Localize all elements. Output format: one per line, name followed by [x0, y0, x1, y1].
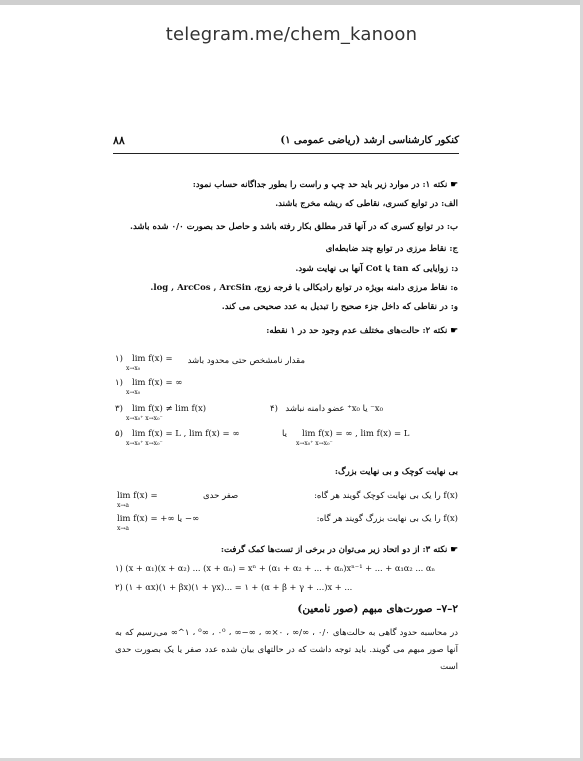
case2-math: lim f(x) = ∞: [132, 378, 183, 388]
case3-label: ۳): [115, 404, 123, 414]
note1-dal: د: زوایایی که tan یا Cot آنها بی نهایت شود.: [295, 264, 458, 274]
page-number: ۸۸: [113, 134, 125, 147]
note2-title: [266, 326, 458, 336]
small-value: صفر حدی: [203, 491, 239, 501]
page-title: کنکور کارشناسی ارشد (ریاضی عمومی ۱): [280, 135, 459, 146]
small-math: lim f(x) =: [117, 491, 158, 501]
infinity-title: بی نهایت کوچک و بی نهایت بزرگ:: [334, 467, 458, 477]
note1-be: ب: در توابع کسری که در آنها قدر مطلق بکار رفته باشد و حاصل حد بصورت ۰/۰ شده باشد.: [129, 222, 458, 232]
case5-sub1: x→x₀⁺ x→x₀⁻: [126, 440, 163, 447]
case4-label: ۴): [270, 404, 278, 414]
pointing-hand-icon: ☛: [447, 326, 458, 336]
pointing-hand-icon: ☛: [447, 180, 458, 190]
case3-sub: x→x₀⁺ x→x₀⁻: [126, 415, 163, 422]
case1-sub: x→x₀: [126, 365, 141, 372]
big-math: lim f(x) = +∞ یا −∞: [117, 514, 200, 524]
small-text: f(x) را یک بی نهایت کوچک گویند هر گاه:: [314, 491, 458, 501]
section-paragraph: در محاسبه حدود گاهی به حالت‌های ۰/۰ ، ∞/∞ ، ۰×∞ ، ∞−∞ ، ۰⁰ ، ∞⁰ ، ۱^∞ می‌رسیم که به آنها صور مبهم می گویند. باید توجه داشت که در حالتهای بیان شده عدد صفر یا یک بصورت حدی است: [115, 628, 459, 672]
case5-sub2: x→x₀⁺ x→x₀⁻: [296, 440, 333, 447]
top-border: [0, 0, 583, 5]
header-rule: [113, 153, 459, 154]
page-header: [113, 134, 459, 152]
case1-label: ۱): [115, 354, 123, 364]
note1-jim: ج: نقاط مرزی در توابع چند ضابطه‌ای: [325, 244, 458, 254]
small-sub: x→a: [117, 502, 129, 509]
case4-text: x₀⁻ یا x₀⁺ عضو دامنه نباشد: [285, 404, 383, 414]
case5-math1: lim f(x) = L , lim f(x) = ∞: [132, 429, 240, 439]
case3-math: lim f(x) ≠ lim f(x): [132, 404, 207, 414]
case5-or: یا: [282, 429, 287, 439]
note2-text: نکته ۲: حالت‌های مختلف عدم وجود حد در ۱ نقطه:: [266, 326, 448, 336]
case2-sub: x→x₀: [126, 389, 141, 396]
case2-label: ۱): [115, 378, 123, 388]
case5-math2: lim f(x) = ∞ , lim f(x) = L: [302, 429, 410, 439]
watermark: telegram.me/chem_kanoon: [165, 24, 418, 45]
identity-2: ۲) (۱ + αx)(۱ + βx)(۱ + γx)... = ۱ + (α + β + γ + ...)x + ...: [115, 582, 353, 592]
note1-title: [193, 180, 458, 190]
note3-text: نکته ۳: از دو اتحاد زیر می‌توان در برخی از تست‌ها کمک گرفت:: [220, 545, 448, 555]
note1-text: نکته ۱: در موارد زیر باید حد چپ و راست را بطور جداگانه حساب نمود:: [192, 180, 448, 190]
pointing-hand-icon: ☛: [447, 545, 458, 555]
identity-1: ۱) (x + α₁)(x + α₂) ... (x + αₙ) = xⁿ + (α₁ + α₂ + ... + αₙ)xⁿ⁻¹ + ... + α₁α₂ ... αₙ: [115, 563, 436, 573]
note1-he: ه: نقاط مرزی دامنه بویژه در توابع رادیکالی با فرجه زوج، log , ArcCos , ArcSin.: [150, 283, 458, 293]
case1-text: مقدار نامشخص حتی محدود باشد: [187, 356, 305, 366]
case1-math: lim f(x) =: [132, 354, 173, 364]
section-title: ۲–۷– صورت‌های مبهم (صور نامعین): [297, 603, 458, 615]
note1-alef: الف: در توابع کسری، نقاطی که ریشه مخرج باشند.: [275, 199, 458, 209]
case5-label: ۵): [115, 429, 123, 439]
big-text: f(x) را یک بی نهایت بزرگ گویند هر گاه:: [316, 514, 458, 524]
note1-vav: و: در نقاطی که داخل جزء صحیح را تبدیل به عدد صحیحی می کند.: [221, 302, 458, 312]
note3-title: [221, 545, 458, 555]
big-sub: x→a: [117, 525, 129, 532]
